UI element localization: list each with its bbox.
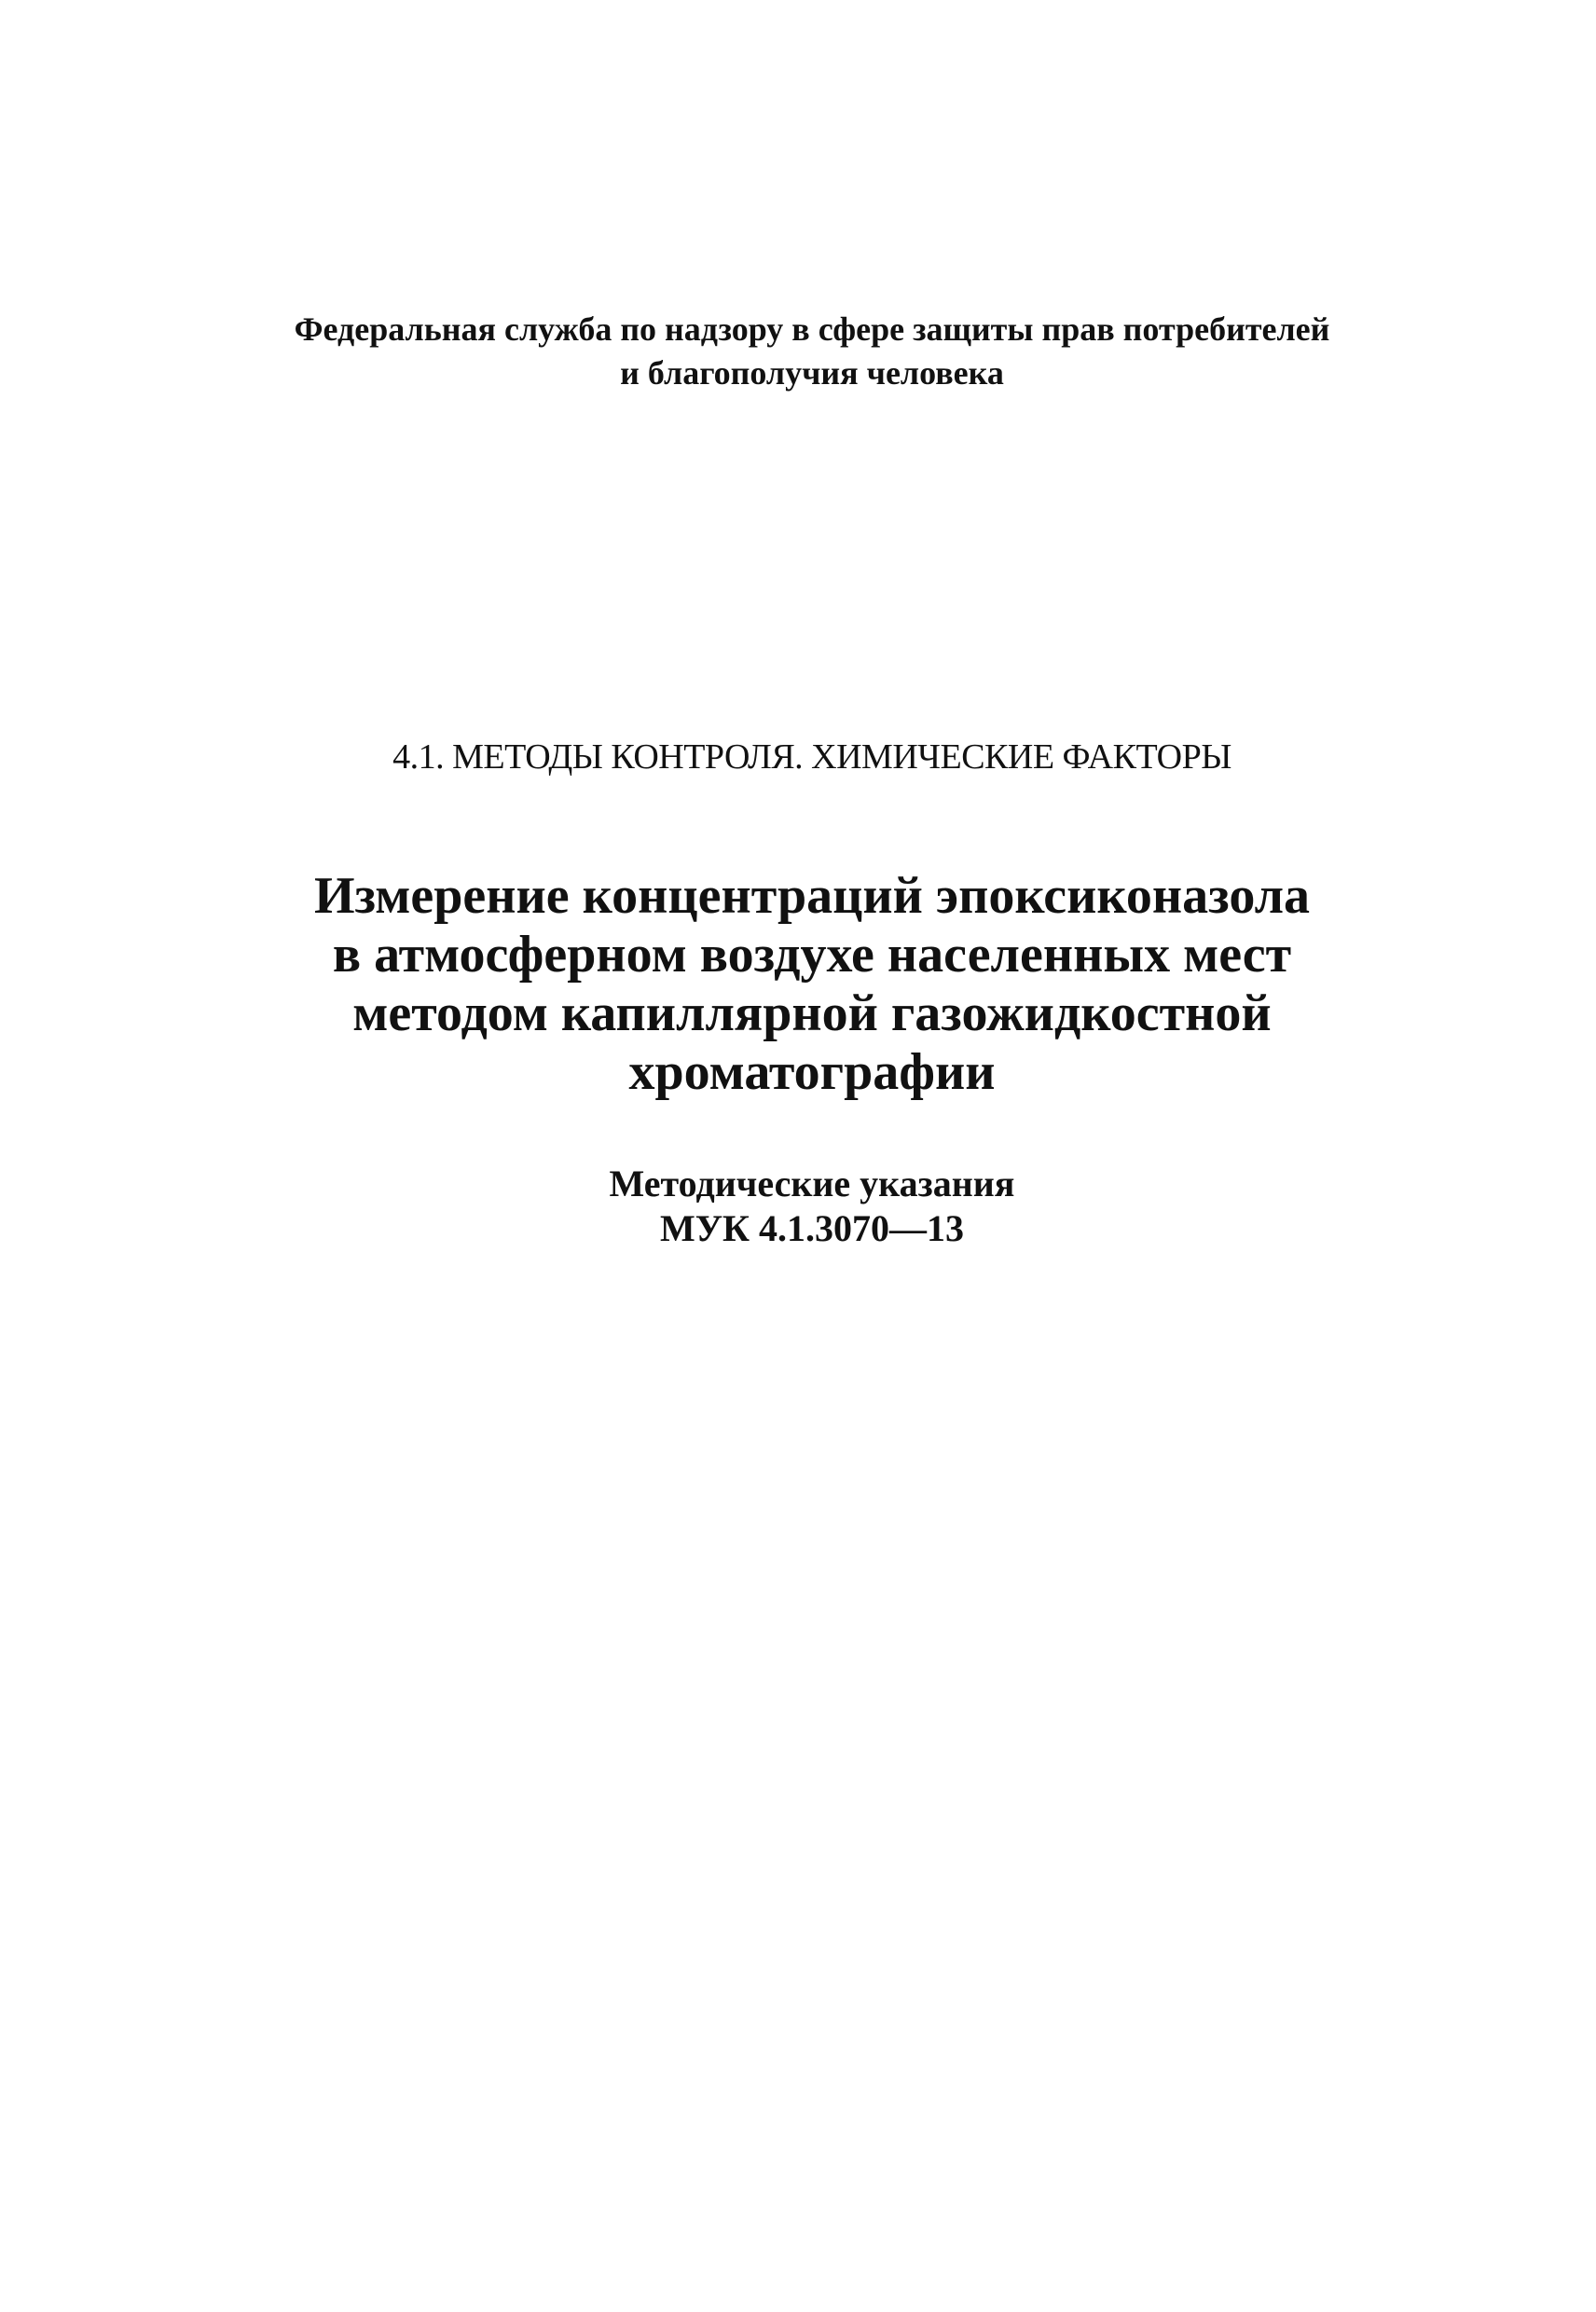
document-title-line-4: хроматографии [628,1043,996,1101]
agency-name-line-2: и благополучия человека [620,354,1004,392]
agency-name-line-1: Федеральная служба по надзору в сфере защиты прав потребителей [294,310,1330,348]
document-code: МУК 4.1.3070—13 [659,1207,965,1249]
document-title-line-3: методом капиллярной газожидкостной [352,984,1272,1042]
document-title-line-2: в атмосферном воздухе населенных мест [332,926,1292,984]
series-heading: 4.1. МЕТОДЫ КОНТРОЛЯ. ХИМИЧЕСКИЕ ФАКТОРЫ [392,737,1231,777]
document-type-label: Методические указания [609,1163,1015,1204]
document-title [0,867,1596,1102]
document-type [0,1162,1596,1251]
document-title-line-1: Измерение концентраций эпоксиконазола [313,867,1311,925]
agency-name [0,308,1596,395]
